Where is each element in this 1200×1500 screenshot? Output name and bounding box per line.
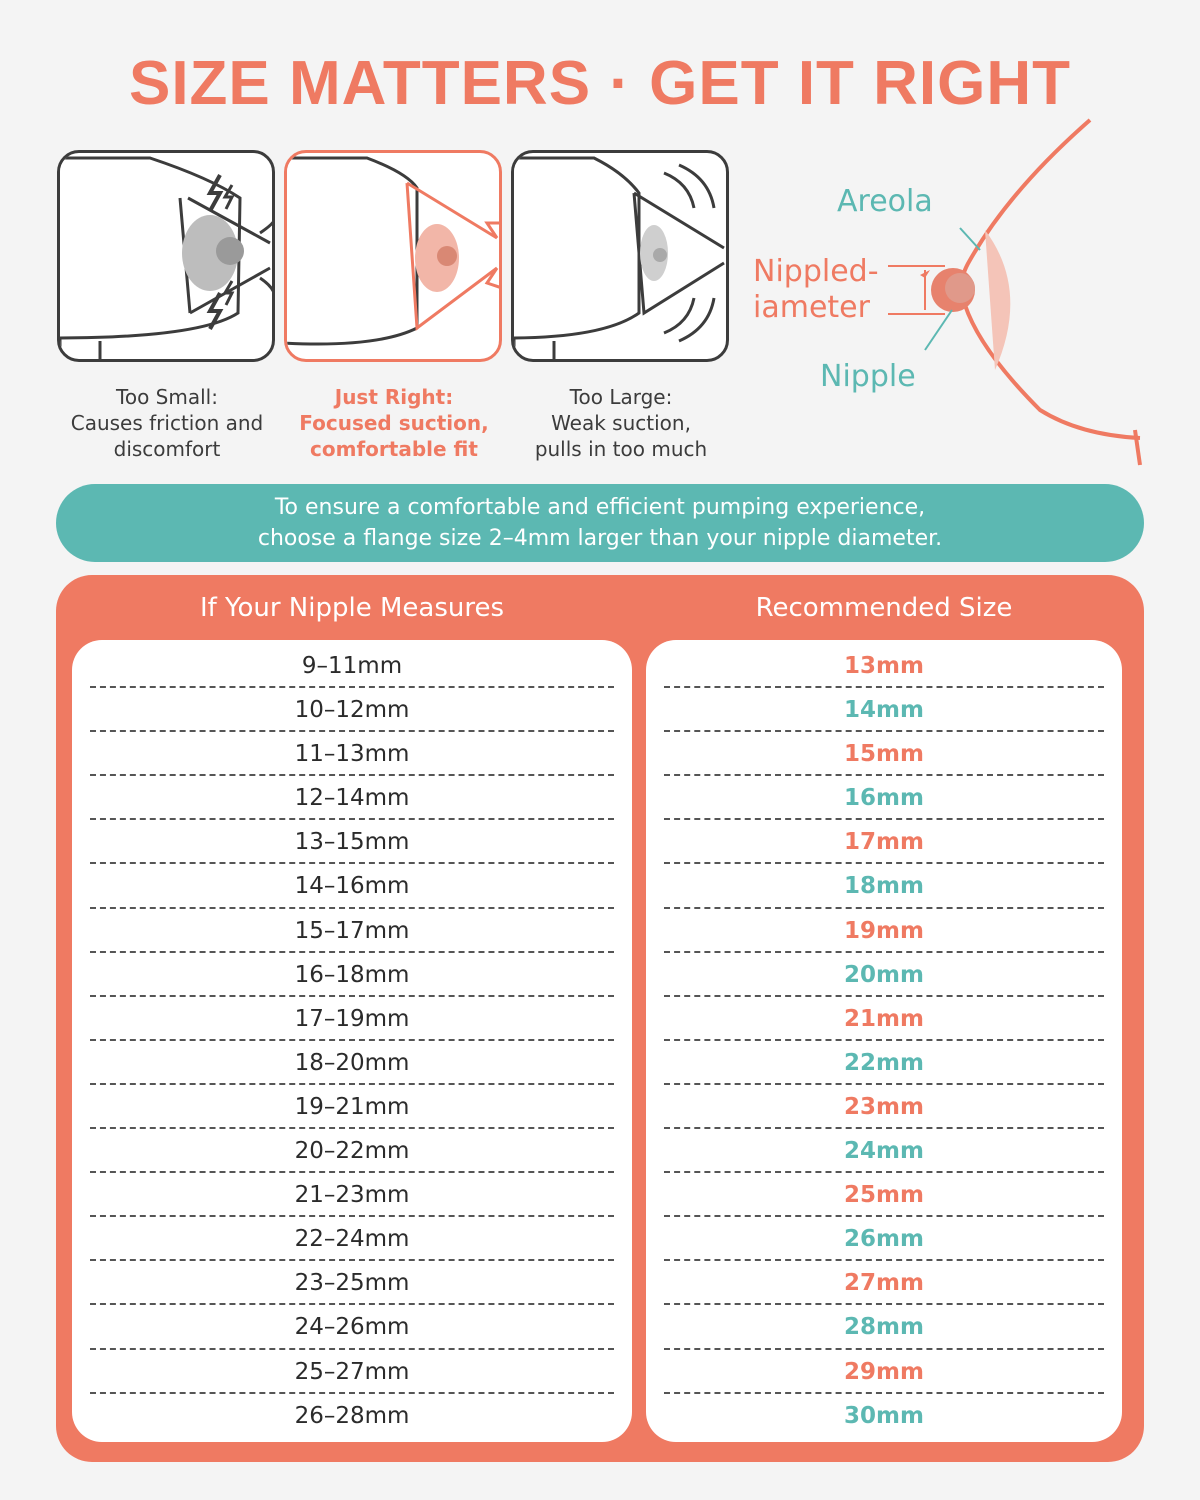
sizing-tip-banner: To ensure a comfortable and efficient pumping experience, choose a flange size 2–4mm larger than your nipple diameter. [56, 484, 1144, 562]
table-row-recommended: 13mm [664, 646, 1104, 688]
table-row-recommended: 15mm [664, 734, 1104, 776]
table-row-measure: 12–14mm [90, 778, 614, 820]
table-row-recommended: 27mm [664, 1263, 1104, 1305]
table-row-recommended: 25mm [664, 1175, 1104, 1217]
measure-column-header: If Your Nipple Measures [199, 593, 505, 623]
table-row-measure: 22–24mm [90, 1219, 614, 1261]
just-right-illustration [284, 150, 502, 362]
table-row-measure: 14–16mm [90, 866, 614, 908]
table-row-measure: 25–27mm [90, 1352, 614, 1394]
table-row-recommended: 14mm [664, 690, 1104, 732]
table-row-measure: 26–28mm [294, 1402, 410, 1429]
recommended-column-header: Recommended Size [755, 593, 1013, 623]
table-row-measure: 11–13mm [90, 734, 614, 776]
size-chart-table [56, 575, 1144, 1462]
table-row-recommended: 23mm [664, 1087, 1104, 1129]
table-row-recommended: 30mm [844, 1402, 924, 1429]
table-row-measure: 21–23mm [90, 1175, 614, 1217]
table-row-measure: 19–21mm [90, 1087, 614, 1129]
measure-column [72, 640, 632, 1442]
table-row-measure: 10–12mm [90, 690, 614, 732]
table-row-measure: 9–11mm [90, 646, 614, 688]
table-row-recommended: 19mm [664, 911, 1104, 953]
page-title: SIZE MATTERS · GET IT RIGHT [128, 49, 1072, 118]
table-row-recommended: 22mm [664, 1043, 1104, 1085]
too-small-caption: Too Small: Causes friction and discomfort [70, 385, 264, 461]
table-row-measure: 16–18mm [90, 955, 614, 997]
weak-suction-waves-icon [664, 165, 714, 341]
too-large-caption: Too Large: Weak suction, pulls in too much [534, 385, 708, 461]
nipple-label: Nipple [820, 359, 916, 394]
table-row-recommended: 26mm [664, 1219, 1104, 1261]
table-row-recommended: 29mm [664, 1352, 1104, 1394]
too-small-illustration [57, 150, 275, 362]
table-row-recommended: 18mm [664, 866, 1104, 908]
table-row-measure: 15–17mm [90, 911, 614, 953]
table-row-measure: 20–22mm [90, 1131, 614, 1173]
recommended-column [646, 640, 1122, 1442]
table-row-recommended: 16mm [664, 778, 1104, 820]
table-row-measure: 23–25mm [90, 1263, 614, 1305]
table-row-measure: 13–15mm [90, 822, 614, 864]
table-row-recommended: 17mm [664, 822, 1104, 864]
table-row-measure: 24–26mm [90, 1307, 614, 1349]
too-large-illustration [511, 150, 729, 362]
table-row-measure: 17–19mm [90, 999, 614, 1041]
table-row-recommended: 20mm [664, 955, 1104, 997]
nipple-diameter-label: Nippled- iameter [753, 254, 879, 325]
table-row-recommended: 28mm [664, 1307, 1104, 1349]
table-row-recommended: 21mm [664, 999, 1104, 1041]
just-right-caption: Just Right: Focused suction, comfortable fit [299, 385, 489, 461]
table-row-recommended: 24mm [664, 1131, 1104, 1173]
table-row-measure: 18–20mm [90, 1043, 614, 1085]
areola-label: Areola [837, 184, 933, 219]
